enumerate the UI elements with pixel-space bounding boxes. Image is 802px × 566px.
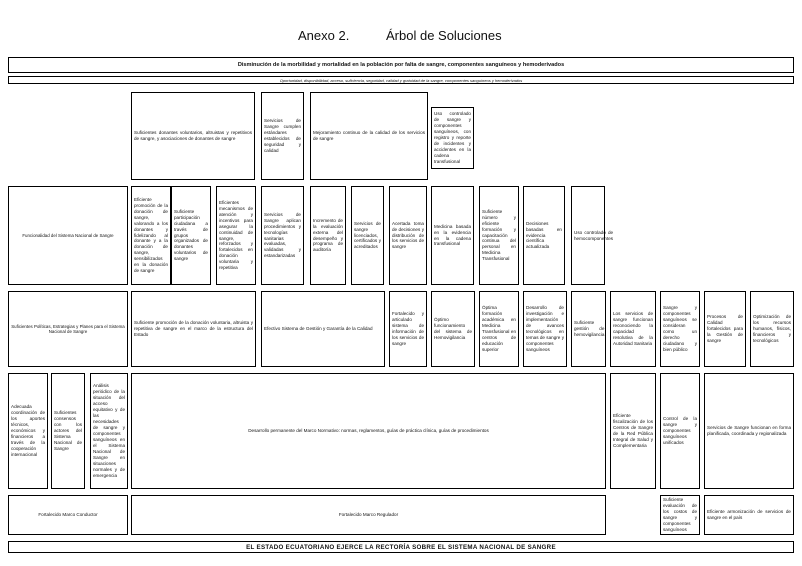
central-objective: Disminución de la morbilidad y mortalidad en la población por falta de sangre, componentes sanguíneos y hemoderivados [8,57,794,73]
level4-item-1: Fortalecido Marco Conductor [8,495,128,535]
level1-item-9: Suficiente número y eficiente formación y capacitación continua del personal en Medicina Transfusional [479,186,519,285]
level2-item-9: Sangre y componentes sanguíneos se consideran como un derecho ciudadano y bien público [660,291,700,367]
level2-item-8: Los servicios de sangre funcionan reconociendo la capacidad resolutiva de la Autoridad Sanitaria [610,291,656,367]
rectoria-footer: EL ESTADO ECUATORIANO EJERCE LA RECTORÍA SOBRE EL SISTEMA NACIONAL DE SANGRE [8,541,794,553]
level4-item-4: Eficiente armonización de servicios de sangre en el país [704,495,794,535]
level1-label: Funcionalidad del Sistema Nacional de Sangre [8,186,128,285]
result-box-4: Uso controlado de sangre y componentes sanguíneos, con registro y reporte de incidentes y accidentes en la cadena transfusional [431,107,474,169]
level3-item-3: Análisis periódico de la situación del acceso equitativo y de las necesidades de sangre y componentes sanguíneos en el Sistema Nacional de Sangre en situaciones normales y de emergencia [90,373,128,489]
level1-item-7: Acertada toma de decisiones y distribución de los servicios de sangre [389,186,427,285]
level1-item-3: Eficientes mecanismos de atención y incentivos para asegurar la continuidad de sangre, reforzados y fortalecidos en donación voluntaria y repetitiva [216,186,256,285]
level3-item-6: Control de la sangre y componentes sanguíneos unificados [660,373,700,489]
level2-item-3: Fortalecido y articulado sistema de información de los servicios de sangre [389,291,427,367]
level1-item-11: Uso controlado de hemocomponentes [571,186,605,285]
level2-item-4: Óptimo funcionamiento del sistema de Hemovigilancia [431,291,475,367]
level3-item-1: Adecuada coordinación de los aportes técnicos, económicos y financieros a través de la cooperación internacional [8,373,48,489]
level2-item-10: Procesos de Calidad fortalecidos para la Gestión de sangre [704,291,746,367]
level2-label: Suficientes Políticas, Estrategias y Planes para el Sistema Nacional de Sangre [8,291,128,367]
level1-item-10: Decisiones basadas en evidencia científica actualizada [523,186,565,285]
annex-label: Anexo 2. [298,28,350,43]
level2-item-7: Suficiente gestión de hemovigilancia [571,291,606,367]
page-title: Árbol de Soluciones [386,28,502,43]
general-objective: Oportunidad, disponibilidad, acceso, suficiencia, seguridad, calidad y gratuidad de la sangre, componentes sanguíneos y hemoderivados [8,76,794,84]
level1-item-5: Incremento de la evaluación externa del desempeño y programa de auditoría [310,186,346,285]
level2-item-11: Optimización de los recursos humanos, físicos, financieros y tecnológicos [750,291,794,367]
level2-item-5: Óptima formación académica en Medicina Transfusional en centros de educación superior [479,291,519,367]
level1-item-8: Medicina basada en la evidencia en la cadena transfusional [431,186,474,285]
level4-item-3: Suficiente evaluación de los costos de sangre y componentes sanguíneos [660,495,700,535]
level1-item-2: Suficiente participación ciudadana a través de grupos organizados de donantes voluntarios de sangre [171,186,211,285]
level3-item-4: Desarrollo permanente del Marco Normativo: normas, reglamentos, guías de práctica clínica, guías de procedimientos [131,373,606,489]
level1-item-4: Servicios de Sangre aplican procedimientos y tecnologías sanitarias evaluadas, validadas y estandarizadas [261,186,304,285]
level3-item-2: Suficientes consensos con los actores del Sistema Nacional de Sangre [51,373,85,489]
level1-item-1: Eficiente promoción de la donación de sangre, valorando a los donantes y fidelizando al donante y a la donación de sangre, sensibilizados en la donación de sangre [131,186,171,285]
level4-item-2: Fortalecido Marco Regulador [131,495,606,535]
level2-item-6: Desarrollo de investigación e implementación de avances tecnológicos en temas de sangre y componentes sanguíneos [523,291,567,367]
result-box-2: Servicios de Sangre cumplen estándares establecidos de seguridad y calidad [261,92,304,180]
level2-item-2: Efectivo Sistema de Gestión y Garantía de la Calidad [261,291,385,367]
level3-item-5: Eficiente fiscalización de los Centros de Sangre de la Red Pública Integral de Salud y Complementaria [610,373,656,489]
level1-item-6: Servicios de sangre licenciados, certificados y acreditados [351,186,384,285]
result-box-3: Mejoramiento continuo de la calidad de los servicios de sangre [310,92,428,180]
level3-item-7: Servicios de Sangre funcionan en forma planificada, coordinada y regionalizada [704,373,794,489]
result-box-1: Suficientes donantes voluntarios, altruistas y repetitivos de sangre, y asociaciones de donantes de sangre [131,92,255,180]
level2-item-1: Suficiente promoción de la donación voluntaria, altruista y repetitiva de sangre en el marco de la estructura del Estado [131,291,256,367]
